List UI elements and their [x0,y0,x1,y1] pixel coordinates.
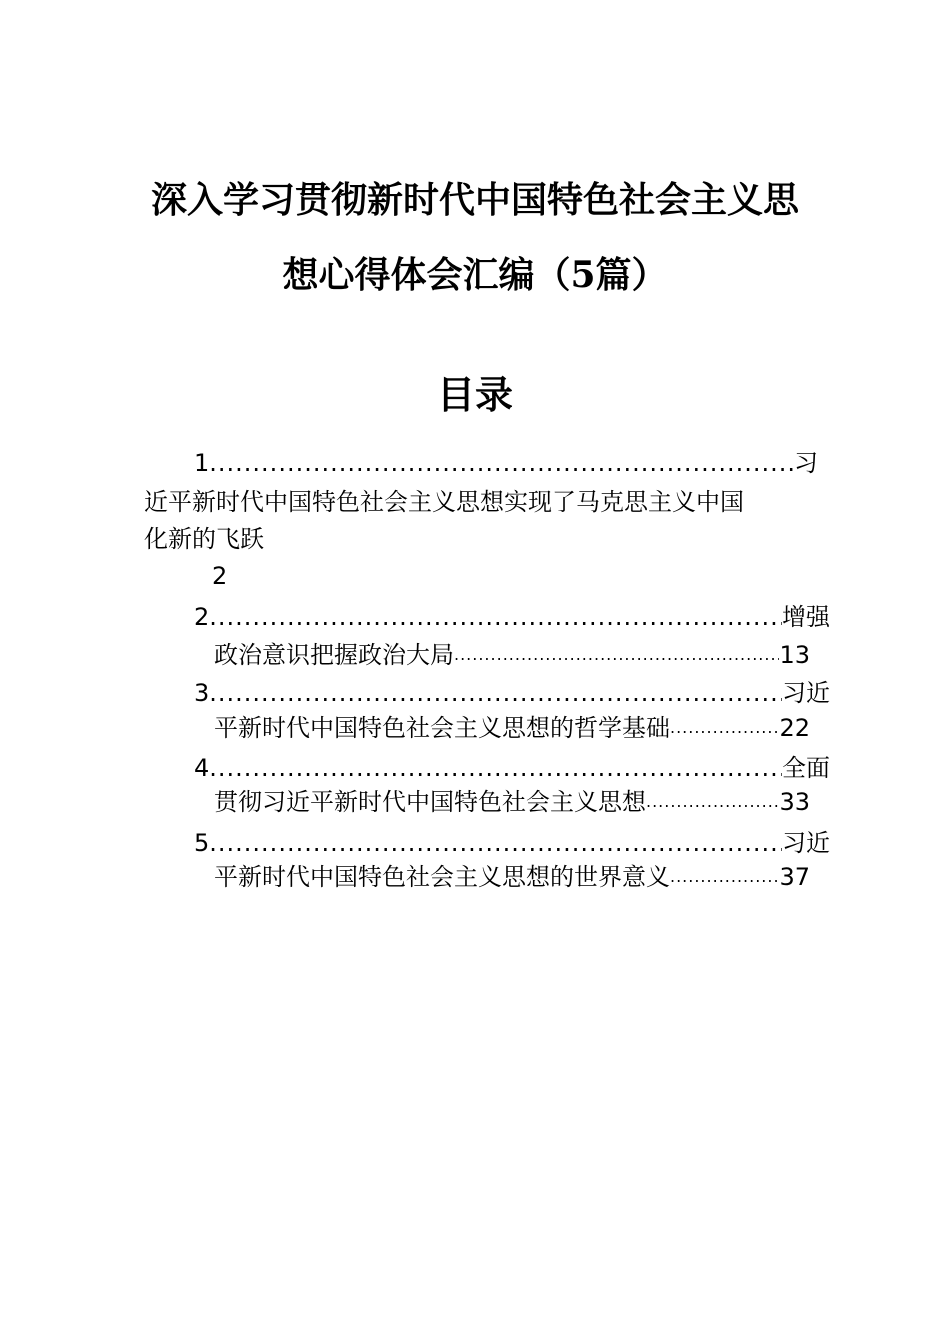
toc-leader-dots [209,751,782,785]
toc-entry-title-start: 习 [794,449,818,477]
toc-entry-page-number: 37 [779,863,810,891]
toc-entry-number: 1 [194,449,210,477]
toc-entry-title-start: 全面 [782,754,830,782]
toc-leader-dots [209,826,782,860]
toc-entry-title-start: 习近 [782,829,830,857]
toc-entry-2-line-2[interactable] [214,638,810,672]
toc-entry-number: 2 [194,603,210,631]
toc-entry-number: 4 [194,754,210,782]
toc-leader-dots [209,600,782,634]
toc-entry-number: 3 [194,679,210,707]
toc-leader-dots [670,860,779,894]
toc-leader-dots [209,446,794,480]
toc-entry-3-line-2[interactable] [214,711,810,745]
toc-entry-page-number: 22 [779,714,810,742]
toc-leader-dots [670,711,779,745]
toc-entry-title-rest: 平新时代中国特色社会主义思想的世界意义 [214,863,670,891]
toc-entry-title-start: 习近 [782,679,830,707]
toc-entry-page-number: 33 [779,788,810,816]
toc-leader-dots [209,676,782,710]
toc-entry-page-number: 13 [779,641,810,669]
toc-entry-title-rest: 贯彻习近平新时代中国特色社会主义思想 [214,788,646,816]
document-title-line-1: 深入学习贯彻新时代中国特色社会主义思 [150,179,799,221]
toc-entry-1-page-number[interactable]: 2 [212,562,228,590]
toc-heading: 目录 [436,372,513,417]
toc-leader-dots [646,785,779,819]
toc-leader-dots [454,638,779,672]
toc-entry-5-line-2[interactable] [214,860,810,894]
toc-entry-1-title-line-2[interactable]: 近平新时代中国特色社会主义思想实现了马克思主义中国 [144,488,744,516]
toc-entry-4-line-1[interactable] [194,751,830,785]
toc-entry-1-line-1[interactable] [194,446,818,480]
toc-entry-4-line-2[interactable] [214,785,810,819]
toc-entry-2-line-1[interactable] [194,600,830,634]
toc-entry-3-line-1[interactable] [194,676,830,710]
toc-entry-5-line-1[interactable] [194,826,830,860]
toc-entry-number: 5 [194,829,210,857]
toc-entry-title-start: 增强 [782,603,830,631]
toc-entry-title-rest: 平新时代中国特色社会主义思想的哲学基础 [214,714,670,742]
document-title-line-2: 想心得体会汇编（5篇） [282,254,668,296]
toc-entry-1-title-line-3[interactable]: 化新的飞跃 [144,525,264,553]
toc-entry-title-rest: 政治意识把握政治大局 [214,641,454,669]
